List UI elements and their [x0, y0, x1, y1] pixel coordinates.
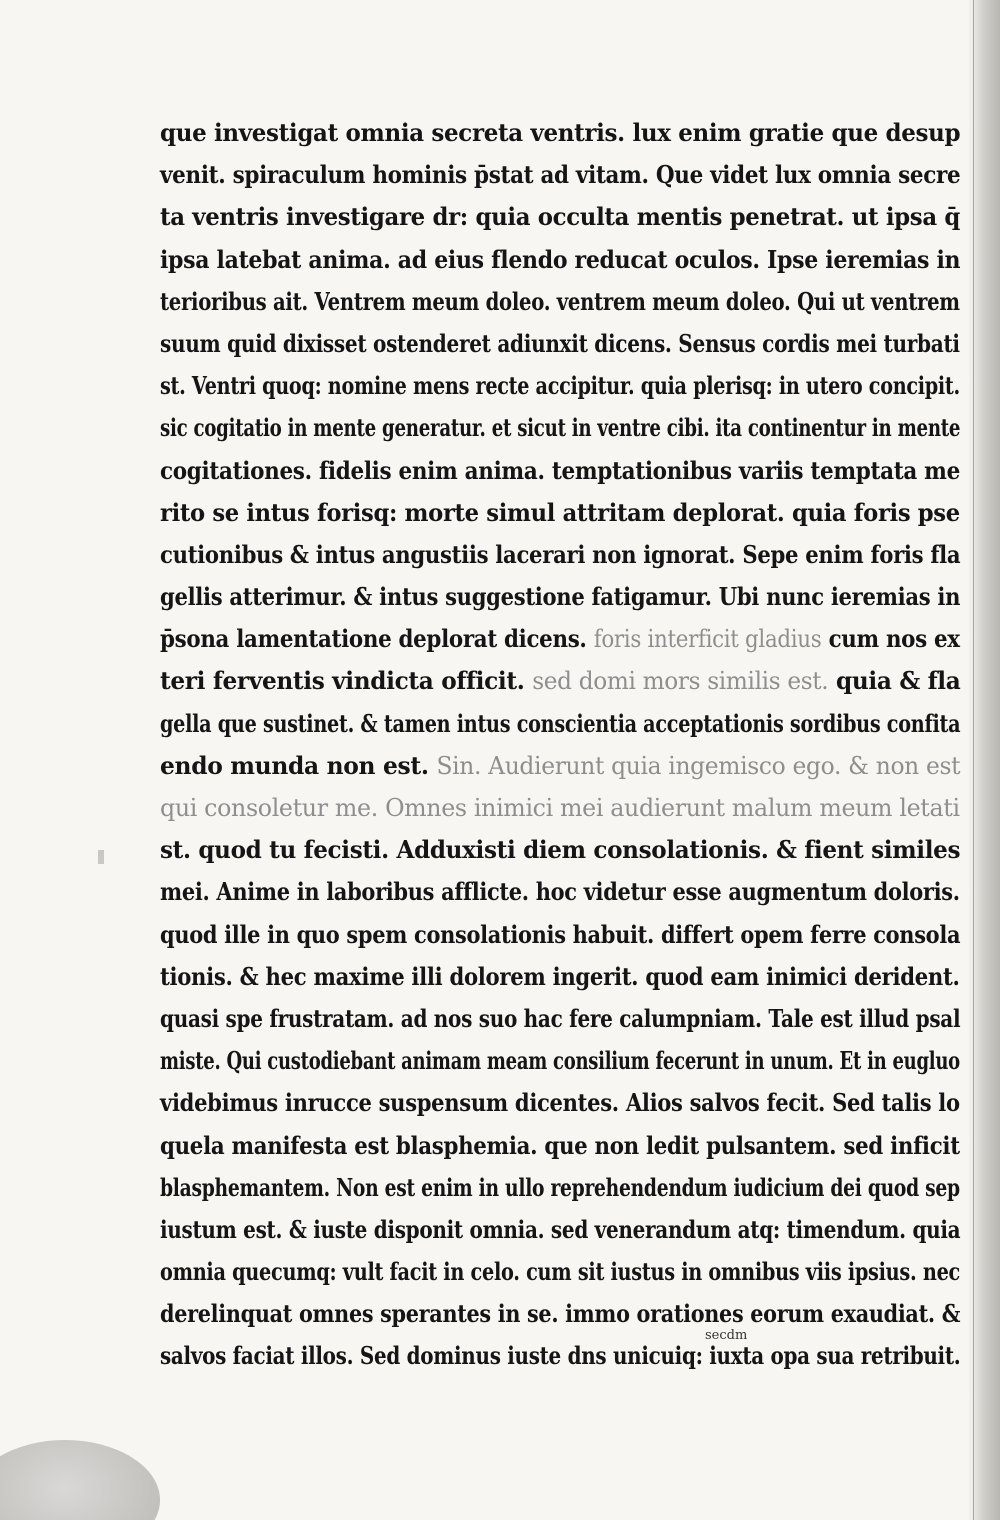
text-segment: teri ferventis vindicta officit. — [160, 666, 525, 696]
interlinear-gloss: secdm — [705, 1328, 748, 1343]
text-line: st. Ventri quoq: nomine mens recte accipitur. quia plerisq: in utero concipit. — [160, 371, 960, 401]
text-line: blasphemantem. Non est enim in ullo reprehendendum iudicium dei quod sep — [160, 1172, 960, 1202]
text-line: sic cogitatio in mente generatur. et sicut in ventre cibi. ita continentur in mente — [160, 413, 961, 443]
text-line — [160, 618, 960, 660]
text-line: iustum est. & iuste disponit omnia. sed venerandum atq: timendum. quia — [160, 1214, 961, 1244]
text-line: mei. Anime in laboribus afflicte. hoc videtur esse augmentum doloris. — [160, 877, 960, 907]
text-line: venit. spiraculum hominis p̄stat ad vitam. Que videt lux omnia secre — [160, 160, 961, 190]
text-segment: quia & fla — [836, 666, 961, 696]
text-line: quod ille in quo spem consolationis habuit. differt opem ferre consola — [160, 919, 961, 949]
text-line: videbimus inrucce suspensum dicentes. Alios salvos fecit. Sed talis lo — [160, 1088, 960, 1118]
text-line: cogitationes. fidelis enim anima. temptationibus variis temptata me — [160, 455, 960, 485]
text-line: gellis atterimur. & intus suggestione fatigamur. Ubi nunc ieremias in — [160, 582, 961, 612]
text-segment: p̄sona lamentatione deplorat dicens. — [160, 624, 587, 654]
text-line: omnia quecumq: vult facit in celo. cum sit iustus in omnibus viis ipsius. nec — [160, 1257, 961, 1287]
faded-text-segment: sed domi mors similis est. — [532, 667, 829, 696]
text-line — [160, 660, 961, 702]
next-page-edge — [973, 0, 1000, 1520]
manuscript-text-block — [160, 112, 960, 1378]
text-segment: endo munda non est. — [160, 750, 429, 780]
text-line: suum quid dixisset ostenderet adiunxit dicens. Sensus cordis mei turbati — [160, 328, 960, 358]
text-line: qui consoletur me. Omnes inimici mei audierunt malum meum letati — [160, 794, 960, 822]
text-line: ipsa latebat anima. ad eius flendo reducat oculos. Ipse ieremias in — [160, 244, 961, 274]
text-line: rito se intus forisq: morte simul attritam deplorat. quia foris pse — [160, 497, 960, 527]
text-line: terioribus ait. Ventrem meum doleo. ventrem meum doleo. Qui ut ventrem — [160, 286, 960, 316]
text-line: que investigat omnia secreta ventris. lux enim gratie que desup — [160, 118, 961, 147]
margin-mark — [98, 850, 104, 864]
text-line: st. quod tu fecisti. Adduxisti diem consolationis. & fient similes — [160, 835, 961, 865]
text-line: quasi spe frustratam. ad nos suo hac fere calumpniam. Tale est illud psal — [160, 1003, 961, 1033]
text-line: cutionibus & intus angustiis lacerari non ignorat. Sepe enim foris fla — [160, 539, 961, 569]
text-line: tionis. & hec maxime illi dolorem ingerit. quod eam inimici derident. — [160, 961, 960, 991]
text-line: ta ventris investigare dr: quia occulta mentis penetrat. ut ipsa q̄ — [160, 202, 961, 232]
text-line: gella que sustinet. & tamen intus conscientia acceptationis sordibus confita — [160, 708, 961, 738]
text-line: miste. Qui custodiebant animam meam consilium fecerunt in unum. Et in eugluo — [160, 1046, 960, 1076]
faded-text-segment: foris interficit gladius — [593, 625, 822, 654]
text-line: salvos faciat illos. Sed dominus iuste dns unicuiq: iuxta opa sua retribuit. — [160, 1341, 961, 1371]
text-line: quela manifesta est blasphemia. que non ledit pulsantem. sed inficit — [160, 1130, 960, 1160]
thumb-shadow — [0, 1440, 160, 1520]
text-line — [160, 745, 961, 787]
text-segment: cum nos ex — [828, 624, 960, 654]
faded-text-segment: Sin. Audierunt quia ingemisco ego. & non est — [436, 751, 961, 780]
text-line: derelinquat omnes sperantes in se. immo orationes eorum exaudiat. & — [160, 1299, 961, 1329]
